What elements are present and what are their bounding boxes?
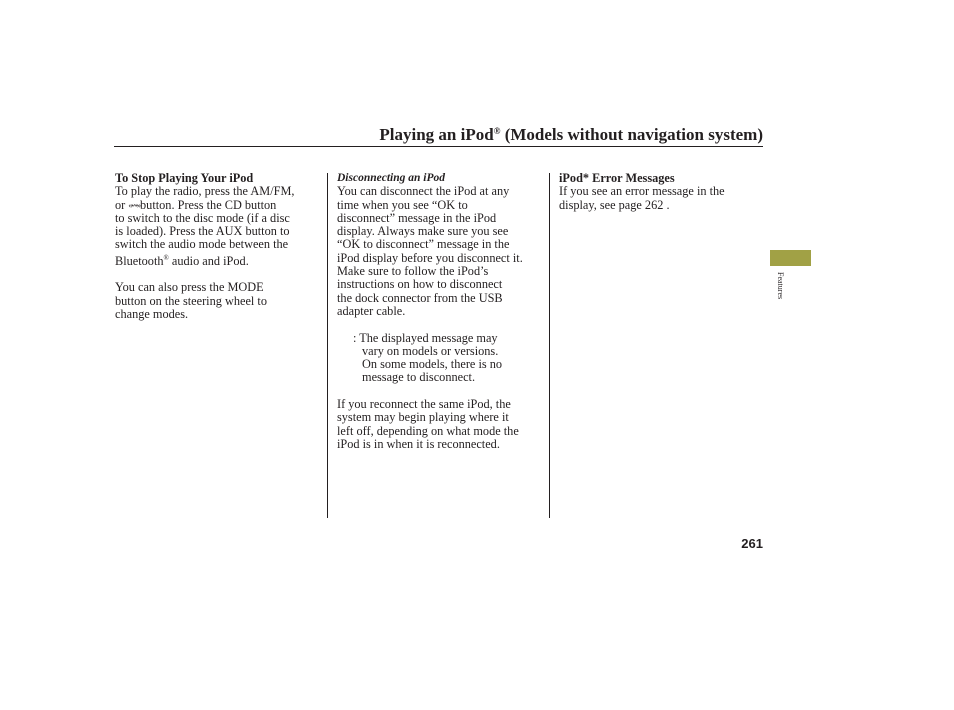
column-divider-2 <box>549 173 550 518</box>
page-number: 261 <box>741 536 763 551</box>
section-heading-stop-playing: To Stop Playing Your iPod <box>115 171 254 185</box>
section-heading-error-messages: iPod* Error Messages <box>559 171 675 185</box>
column-stop-playing: To Stop Playing Your iPod To play the radio, press the AM/FM, or «↭»button. Press the CD button to switch to the disc mode (if a disc is loaded). Press the AUX button to switch the audio mode between the Bluetooth® audio and iPod. You can also press the MODE button on the steering wheel to change modes. <box>115 172 325 321</box>
disc-button-icon: «↭» <box>128 200 141 210</box>
title-rule <box>114 146 763 147</box>
column-error-messages: iPod* Error Messages If you see an error message in the display, see page 262 . <box>559 172 759 212</box>
note-block: : The displayed message may vary on models or versions. On some models, there is no message to disconnect. <box>353 330 503 385</box>
section-heading-disconnecting: Disconnecting an iPod <box>337 172 445 184</box>
page-reference: display, see page 262 . <box>559 197 670 212</box>
section-side-label: Features <box>776 272 785 300</box>
column-disconnecting: Disconnecting an iPod You can disconnect the iPod at any time when you see “OK to disconnect” message in the iPod display. Always make sure you see “OK to disconnect” message in the iPod display before you disconnect it. Make sure to follow the iPod’s instructions on how to disconnect the dock connector from the USB adapter cable. : The displayed message may vary on models or versions. On some models, there is no message to disconnect. If you reconnect the same iPod, the system may begin playing where it left off, depending on what mode the iPod is in when it is reconnected. <box>337 172 547 451</box>
page-title: Playing an iPod® (Models without navigation system) <box>379 125 763 144</box>
column-divider-1 <box>327 173 328 518</box>
section-tab <box>770 250 811 266</box>
